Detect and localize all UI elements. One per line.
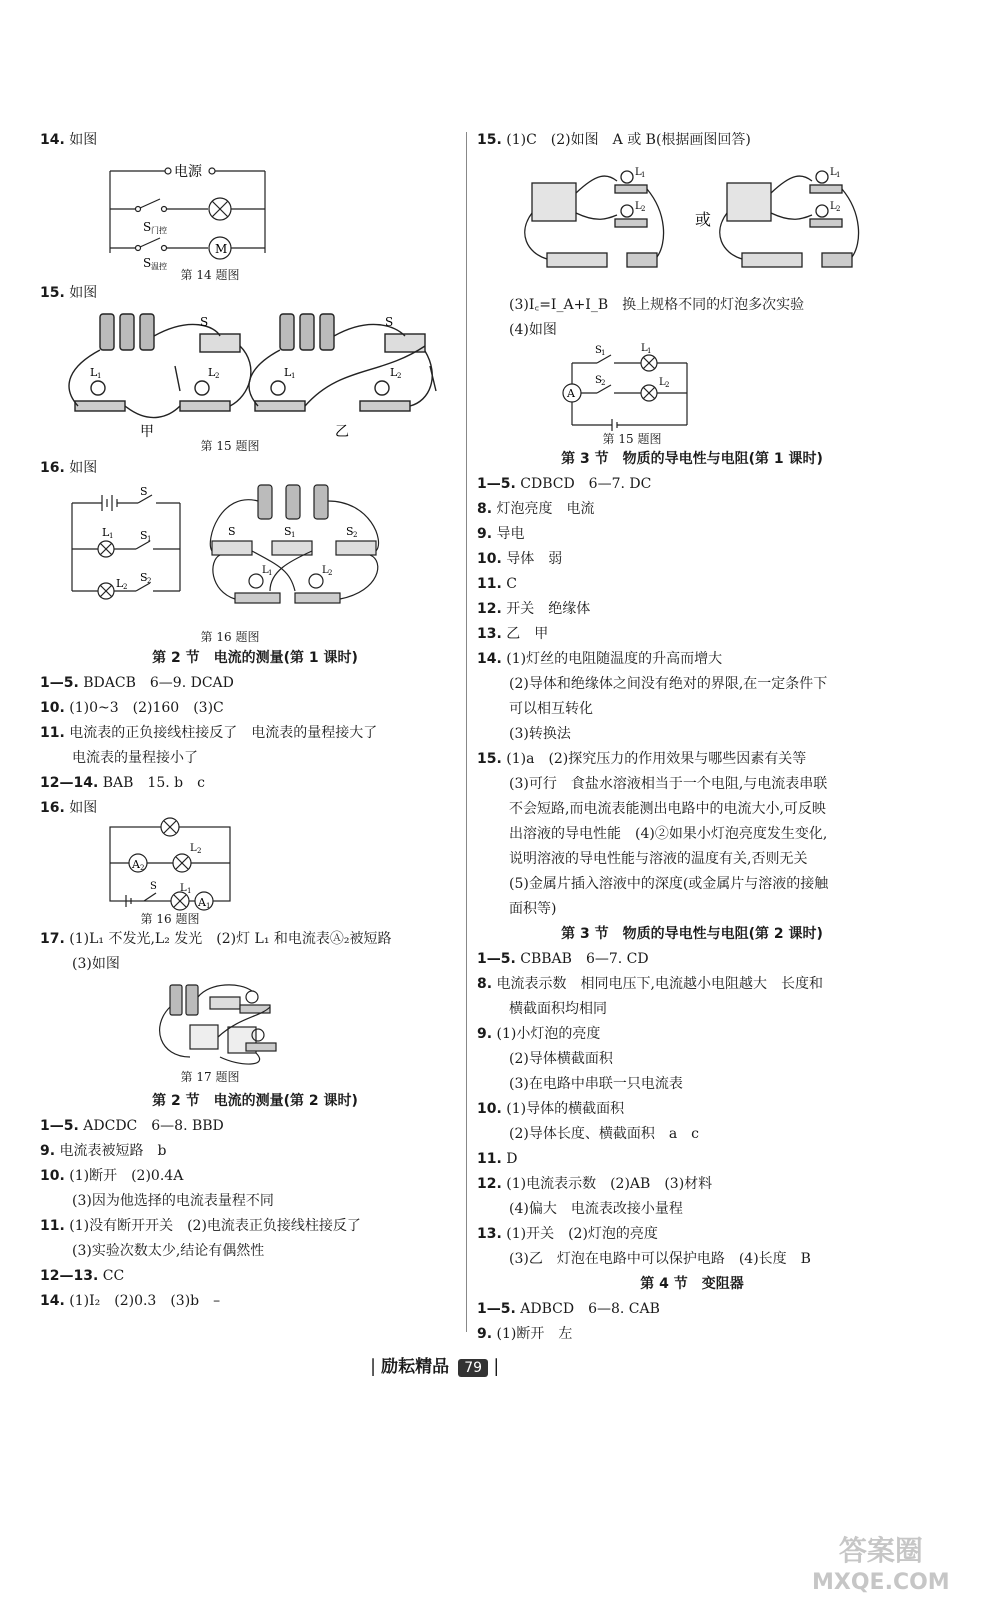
section-heading-current-2: 第 2 节 电流的测量(第 2 课时)	[152, 1093, 358, 1109]
answer-line	[40, 1239, 470, 1264]
svg-text:S: S	[140, 571, 148, 584]
svg-text:S: S	[140, 485, 148, 498]
answer-text: (1)0~3 (2)160 (3)C	[69, 700, 224, 716]
answer-number: 16.	[40, 800, 65, 816]
answer-number: 13.	[477, 1226, 502, 1242]
answer-line	[477, 472, 907, 497]
answer-line	[477, 1097, 907, 1122]
answer-text: ADCDC 6—8. BBD	[83, 1118, 224, 1134]
svg-text:2: 2	[197, 847, 202, 855]
section-heading-resistance-1: 第 3 节 物质的导电性与电阻(第 1 课时)	[561, 451, 823, 467]
svg-text:L: L	[284, 366, 292, 379]
answer-line	[477, 997, 907, 1022]
answer-line	[477, 797, 907, 822]
answer-line	[40, 796, 470, 821]
svg-text:2: 2	[836, 205, 841, 213]
svg-text:S: S	[595, 375, 602, 386]
answer-text: (2)导体和绝缘体之间没有绝对的界限,在一定条件下	[509, 676, 828, 692]
svg-text:L: L	[659, 377, 666, 388]
answer-line	[477, 1022, 907, 1047]
answer-line	[477, 1072, 907, 1097]
rq15-answers	[477, 128, 907, 153]
brand-name: 励耘精品	[381, 1357, 450, 1377]
answer-text: (1)灯丝的电阻随温度的升高而增大	[506, 651, 723, 667]
answer-line	[40, 721, 470, 746]
svg-text:L: L	[102, 526, 110, 539]
svg-text:L: L	[635, 167, 642, 178]
svg-text:L: L	[190, 843, 197, 854]
svg-text:2: 2	[328, 569, 333, 577]
rq15b-circuit-diagram	[477, 343, 907, 431]
svg-text:L: L	[830, 167, 837, 178]
answer-line	[477, 972, 907, 997]
svg-text:1: 1	[109, 532, 114, 540]
answer-text: 灯泡亮度 电流	[496, 501, 595, 517]
answer-text: (1)小灯泡的亮度	[496, 1026, 601, 1042]
answer-text: 开关 绝缘体	[506, 601, 591, 617]
answer-line	[40, 1289, 470, 1314]
answer-number: 14.	[40, 1293, 65, 1309]
answer-number: 12—13.	[40, 1268, 99, 1284]
answer-line	[40, 1164, 470, 1189]
answer-number: 9.	[40, 1143, 56, 1159]
answer-number: 10.	[40, 1168, 65, 1184]
answer-line	[477, 1197, 907, 1222]
answer-line	[477, 572, 907, 597]
svg-text:S: S	[143, 220, 152, 234]
answer-number: 11.	[40, 725, 65, 741]
answer-text: (1)L₁ 不发光,L₂ 发光 (2)灯 L₁ 和电流表Ⓐ₂被短路	[69, 931, 392, 947]
svg-text:2: 2	[353, 531, 358, 539]
answer-number: 15.	[477, 132, 502, 148]
answer-text: (3)实验次数太少,结论有偶然性	[72, 1243, 265, 1259]
q16-circuit-diagram	[40, 481, 470, 629]
svg-text:1: 1	[291, 531, 296, 539]
svg-text:S: S	[595, 345, 602, 356]
answer-text: (5)金属片插入溶液中的深度(或金属片与溶液的接触	[509, 876, 829, 892]
q16b-caption: 第 16 题图	[140, 912, 200, 926]
q14-figure	[40, 153, 470, 281]
answer-line	[40, 1264, 470, 1289]
right-column	[477, 128, 907, 1347]
svg-text:1: 1	[206, 902, 211, 910]
svg-text:1: 1	[647, 347, 652, 355]
svg-text:1: 1	[291, 372, 296, 380]
svg-text:2: 2	[641, 205, 646, 213]
answer-text: (1)a (2)探究压力的作用效果与哪些因素有关等	[506, 751, 807, 767]
answer-text: 导电	[496, 526, 525, 542]
answer-line	[477, 1222, 907, 1247]
sec5-answers	[477, 1297, 907, 1347]
svg-text:门控: 门控	[151, 226, 167, 235]
answer-line	[477, 1047, 907, 1072]
answer-line	[477, 847, 907, 872]
answer-line	[40, 746, 470, 771]
answer-number: 8.	[477, 501, 493, 517]
answer-text: (2)导体横截面积	[509, 1051, 613, 1067]
answer-number: 1—5.	[40, 1118, 79, 1134]
answer-number: 10.	[40, 700, 65, 716]
q14-power-label: 电源	[174, 164, 202, 180]
svg-text:S: S	[385, 315, 394, 329]
q15-figure	[40, 306, 470, 456]
answer-line	[477, 522, 907, 547]
answer-text: 不会短路,而电流表能测出电路中的电流大小,可反映	[509, 801, 826, 817]
svg-text:A: A	[198, 896, 206, 909]
svg-text:S: S	[150, 881, 157, 892]
answer-text: BDACB 6—9. DCAD	[83, 675, 234, 691]
answer-text: 乙 甲	[506, 626, 549, 642]
q16-heading: 16. 如图	[40, 460, 98, 476]
rq15b-caption: 第 15 题图	[602, 432, 662, 446]
answer-number: 12.	[477, 1176, 502, 1192]
answer-text: (1)断开 左	[496, 1326, 573, 1342]
answer-number: 11.	[40, 1218, 65, 1234]
answer-line	[477, 722, 907, 747]
answer-text: CDBCD 6—7. DC	[520, 476, 652, 492]
label-jia: 甲	[140, 424, 154, 440]
answer-line	[40, 671, 470, 696]
q15-caption: 第 15 题图	[200, 439, 260, 453]
svg-text:1: 1	[187, 887, 192, 895]
rq15-circuit-photo	[477, 153, 907, 288]
q15-heading: 15. 如图	[40, 285, 98, 301]
answer-number: 13.	[477, 626, 502, 642]
answer-text: CC	[102, 1268, 125, 1284]
answer-text: 可以相互转化	[509, 701, 593, 717]
answer-text: (1)开关 (2)灯泡的亮度	[506, 1226, 658, 1242]
q16b-figure	[40, 821, 470, 927]
answer-line	[477, 697, 907, 722]
svg-text:A: A	[132, 858, 140, 871]
answer-number: 12.	[477, 601, 502, 617]
svg-text:S: S	[228, 525, 236, 538]
svg-text:A: A	[567, 387, 575, 400]
answer-line	[40, 1214, 470, 1239]
answer-number: 1—5.	[40, 675, 79, 691]
q16-figure	[40, 481, 470, 646]
svg-text:S: S	[284, 525, 292, 538]
svg-text:S: S	[346, 525, 354, 538]
svg-text:2: 2	[123, 583, 128, 591]
answer-text: 电流表被短路 b	[59, 1143, 167, 1159]
svg-text:L: L	[90, 366, 98, 379]
answer-number: 10.	[477, 1101, 502, 1117]
answer-text: ADBCD 6—8. CAB	[520, 1301, 660, 1317]
section-heading-rheostat: 第 4 节 变阻器	[640, 1276, 744, 1292]
answer-number: 1—5.	[477, 951, 516, 967]
svg-text:1: 1	[268, 569, 273, 577]
answer-text: 电流表的正负接线柱接反了 电流表的量程接大了	[69, 725, 378, 741]
answer-line	[477, 622, 907, 647]
svg-text:2: 2	[215, 372, 220, 380]
answer-line	[477, 1147, 907, 1172]
answer-text: 电流表的量程接小了	[72, 750, 198, 766]
answer-line	[477, 497, 907, 522]
answer-line	[40, 1189, 470, 1214]
answer-line	[477, 1297, 907, 1322]
q14-circuit-diagram	[40, 153, 470, 271]
answer-number: 1—5.	[477, 476, 516, 492]
answer-line	[40, 952, 470, 977]
svg-text:L: L	[180, 883, 187, 894]
answer-line	[477, 872, 907, 897]
svg-text:S: S	[200, 315, 209, 329]
answer-text: D	[506, 1151, 518, 1167]
motor-symbol: M	[215, 242, 228, 256]
q17-answers	[40, 927, 470, 977]
svg-text:2: 2	[397, 372, 402, 380]
answer-number: 11.	[477, 576, 502, 592]
svg-text:1: 1	[836, 171, 841, 179]
answer-line	[477, 318, 907, 343]
answer-line	[40, 1114, 470, 1139]
answer-text: (4)如图	[509, 322, 557, 338]
answer-text: (2)导体长度、横截面积 a c	[509, 1126, 700, 1142]
rq15-figure	[477, 153, 907, 293]
answer-number: 15.	[477, 751, 502, 767]
left-column	[40, 128, 470, 1314]
q16b-circuit-diagram	[40, 821, 470, 911]
answer-line	[477, 597, 907, 622]
section-heading-resistance-2: 第 3 节 物质的导电性与电阻(第 2 课时)	[561, 926, 823, 942]
svg-text:L: L	[322, 565, 329, 576]
answer-text: (3)乙 灯泡在电路中可以保护电路 (4)长度 B	[509, 1251, 811, 1267]
svg-text:L: L	[641, 343, 648, 354]
answer-number: 9.	[477, 1326, 493, 1342]
sec3-answers	[477, 472, 907, 922]
svg-text:1: 1	[97, 372, 102, 380]
page-footer: | 励耘精品 79 |	[370, 1356, 500, 1377]
svg-text:L: L	[208, 366, 216, 379]
answer-number: 1—5.	[477, 1301, 516, 1317]
sec4-answers	[477, 947, 907, 1272]
answer-text: BAB 15. b c	[102, 775, 205, 791]
svg-text:L: L	[390, 366, 398, 379]
watermark: 答案圈 MXQE.COM	[812, 1534, 950, 1595]
answer-line	[477, 128, 907, 153]
answer-text: 横截面积均相同	[509, 1001, 607, 1017]
label-yi: 乙	[335, 424, 349, 440]
q15-circuit-photo	[40, 306, 470, 440]
or-label: 或	[695, 210, 712, 229]
answer-text: 面积等)	[509, 901, 557, 917]
q16-caption: 第 16 题图	[200, 630, 260, 644]
q17-figure	[40, 977, 470, 1087]
q14-heading: 14. 如图	[40, 132, 98, 148]
answer-text: (1)电流表示数 (2)AB (3)材料	[506, 1176, 713, 1192]
sec2-answers	[40, 1114, 470, 1314]
svg-text:S: S	[143, 256, 152, 270]
answer-line	[477, 293, 907, 318]
q14-caption: 第 14 题图	[180, 268, 240, 282]
svg-text:S: S	[140, 529, 148, 542]
answer-line	[477, 1172, 907, 1197]
answer-text: 电流表示数 相同电压下,电流越小电阻越大 长度和	[496, 976, 823, 992]
answer-number: 9.	[477, 526, 493, 542]
section-heading-current-1: 第 2 节 电流的测量(第 1 课时)	[152, 650, 358, 666]
q17-caption: 第 17 题图	[180, 1070, 240, 1084]
answer-text: (1)C (2)如图 A 或 B(根据画图回答)	[506, 132, 751, 148]
answer-text: (3)因为他选择的电流表量程不同	[72, 1193, 274, 1209]
svg-text:L: L	[116, 577, 124, 590]
answer-line	[477, 772, 907, 797]
answer-line	[40, 1139, 470, 1164]
answer-text: (1)导体的横截面积	[506, 1101, 625, 1117]
answer-text: 如图	[69, 800, 98, 816]
answer-line	[477, 897, 907, 922]
answer-text: (4)偏大 电流表改接小量程	[509, 1201, 683, 1217]
rq15-answers-2	[477, 293, 907, 343]
answer-text: (3)可行 食盐水溶液相当于一个电阻,与电流表串联	[509, 776, 828, 792]
answer-line	[477, 947, 907, 972]
answer-text: 导体 弱	[506, 551, 563, 567]
answer-line	[477, 1122, 907, 1147]
answer-line	[477, 547, 907, 572]
answer-number: 14.	[477, 651, 502, 667]
answer-number: 10.	[477, 551, 502, 567]
sec1-answers	[40, 671, 470, 821]
svg-text:L: L	[635, 201, 642, 212]
answer-text: CBBAB 6—7. CD	[520, 951, 649, 967]
rq15b-figure	[477, 343, 907, 447]
svg-text:2: 2	[601, 379, 606, 387]
answer-text: (1)断开 (2)0.4A	[69, 1168, 184, 1184]
answer-number: 8.	[477, 976, 493, 992]
answer-line	[477, 747, 907, 772]
svg-text:2: 2	[665, 381, 670, 389]
answer-text: (3)I꜀=I_A+I_B 换上规格不同的灯泡多次实验	[509, 297, 805, 313]
svg-text:L: L	[830, 201, 837, 212]
answer-line	[40, 927, 470, 952]
answer-line	[40, 696, 470, 721]
answer-number: 11.	[477, 1151, 502, 1167]
svg-text:1: 1	[147, 535, 152, 543]
svg-text:2: 2	[147, 577, 152, 585]
answer-line	[477, 1322, 907, 1347]
page-number: 79	[458, 1359, 488, 1377]
q17-circuit-photo	[40, 977, 470, 1069]
answer-line	[477, 822, 907, 847]
answer-number: 12—14.	[40, 775, 99, 791]
answer-text: (3)在电路中串联一只电流表	[509, 1076, 683, 1092]
answer-text: (1)没有断开开关 (2)电流表正负接线柱接反了	[69, 1218, 361, 1234]
svg-text:1: 1	[641, 171, 646, 179]
answer-number: 17.	[40, 931, 65, 947]
answer-line	[477, 672, 907, 697]
answer-text: (1)I₂ (2)0.3 (3)b –	[69, 1293, 221, 1309]
svg-text:L: L	[262, 565, 269, 576]
answer-text: 出溶液的导电性能 (4)②如果小灯泡亮度发生变化,	[509, 826, 828, 842]
svg-text:1: 1	[601, 349, 606, 357]
answer-text: C	[506, 576, 517, 592]
answer-text: (3)转换法	[509, 726, 571, 742]
svg-text:温控: 温控	[151, 262, 167, 271]
answer-line	[40, 771, 470, 796]
answer-line	[477, 647, 907, 672]
answer-line	[477, 1247, 907, 1272]
answer-text: 说明溶液的导电性能与溶液的温度有关,否则无关	[509, 851, 808, 867]
answer-text: (3)如图	[72, 956, 120, 972]
svg-text:2: 2	[140, 864, 145, 872]
answer-number: 9.	[477, 1026, 493, 1042]
